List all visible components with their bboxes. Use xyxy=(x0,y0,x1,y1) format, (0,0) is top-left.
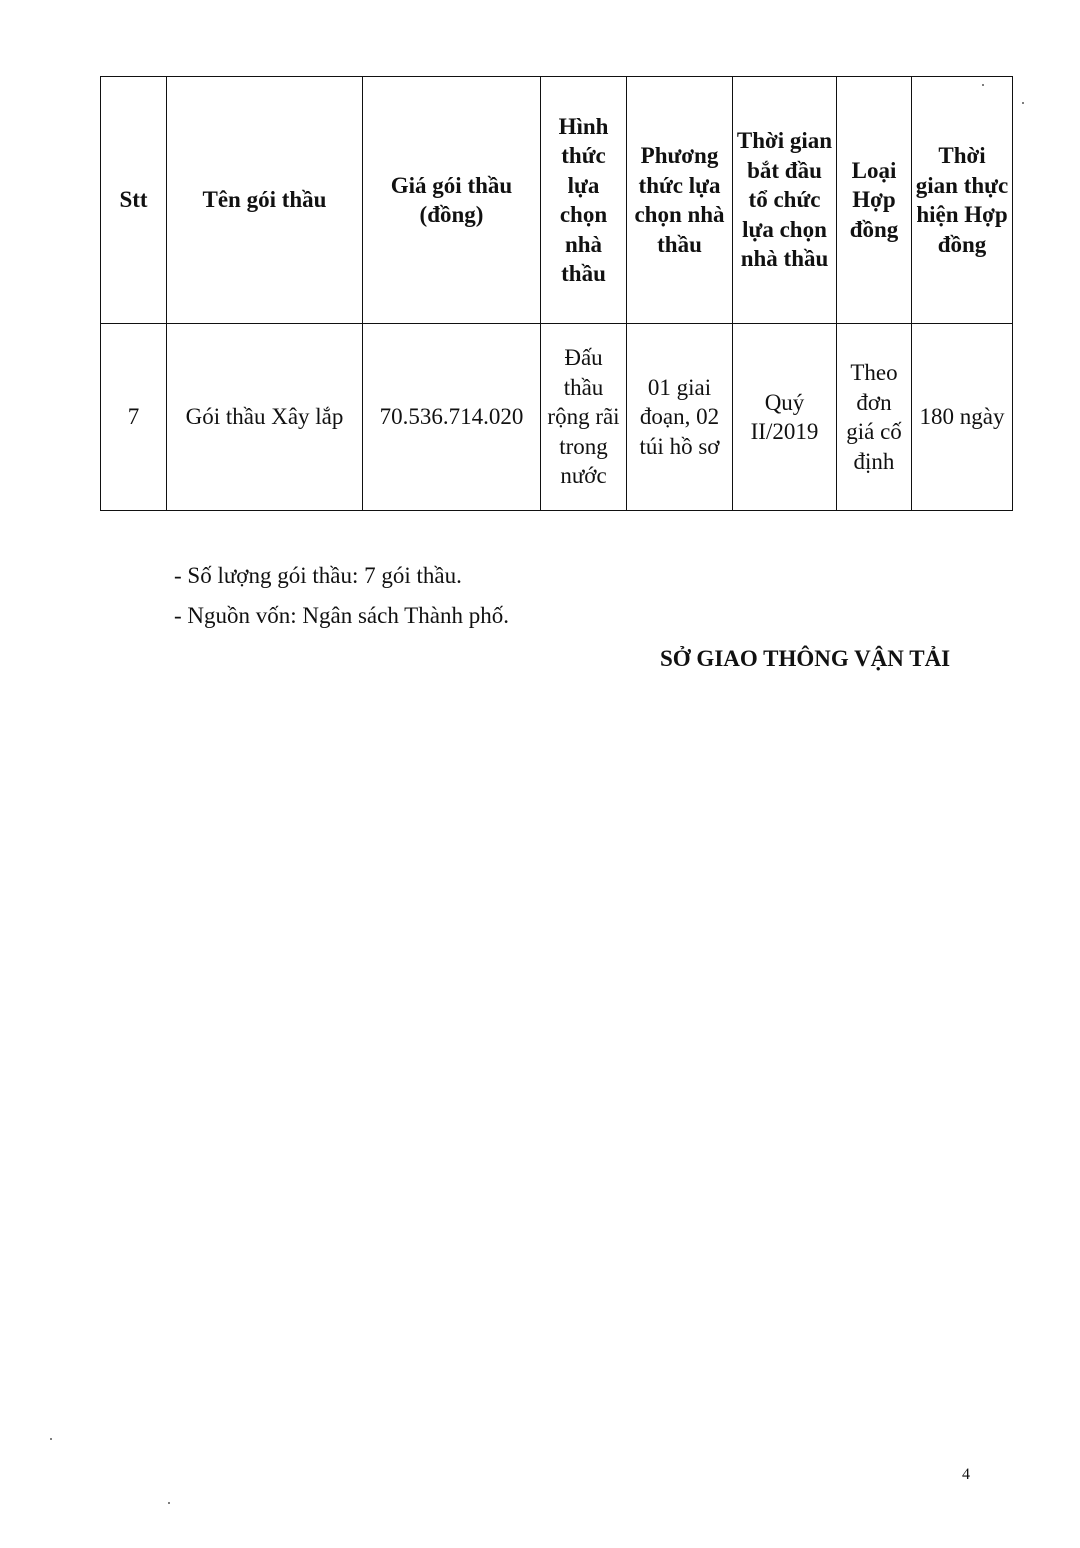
scan-speck xyxy=(168,1502,170,1504)
scan-speck xyxy=(1022,102,1024,104)
table-header-row xyxy=(101,77,1013,324)
header-contract-duration: Thời gian thực hiện Hợp đồng xyxy=(912,77,1013,324)
cell-package-name: Gói thầu Xây lắp xyxy=(167,324,363,511)
header-stt: Stt xyxy=(101,77,167,324)
header-contract-type: Loại Hợp đồng xyxy=(837,77,912,324)
scan-speck xyxy=(982,84,984,86)
cell-contract-duration: 180 ngày xyxy=(912,324,1013,511)
signature-authority: SỞ GIAO THÔNG VẬN TẢI xyxy=(660,646,951,671)
cell-stt: 7 xyxy=(101,324,167,511)
bid-package-table xyxy=(100,76,1013,511)
header-selection-method: Phương thức lựa chọn nhà thầu xyxy=(627,77,733,324)
header-selection-form: Hình thức lựa chọn nhà thầu xyxy=(541,77,627,324)
cell-start-time: Quý II/2019 xyxy=(733,324,837,511)
page-number: 4 xyxy=(962,1466,970,1483)
header-package-price: Giá gói thầu (đồng) xyxy=(363,77,541,324)
cell-package-price: 70.536.714.020 xyxy=(363,324,541,511)
cell-selection-method: 01 giai đoạn, 02 túi hồ sơ xyxy=(627,324,733,511)
note-funding-source: - Nguồn vốn: Ngân sách Thành phố. xyxy=(174,603,509,628)
header-package-name: Tên gói thầu xyxy=(167,77,363,324)
table-row xyxy=(101,324,1013,511)
header-start-time: Thời gian bắt đầu tổ chức lựa chọn nhà thầu xyxy=(733,77,837,324)
cell-contract-type: Theo đơn giá cố định xyxy=(837,324,912,511)
note-package-count: - Số lượng gói thầu: 7 gói thầu. xyxy=(174,563,462,588)
scan-speck xyxy=(50,1438,52,1440)
cell-selection-form: Đấu thầu rộng rãi trong nước xyxy=(541,324,627,511)
